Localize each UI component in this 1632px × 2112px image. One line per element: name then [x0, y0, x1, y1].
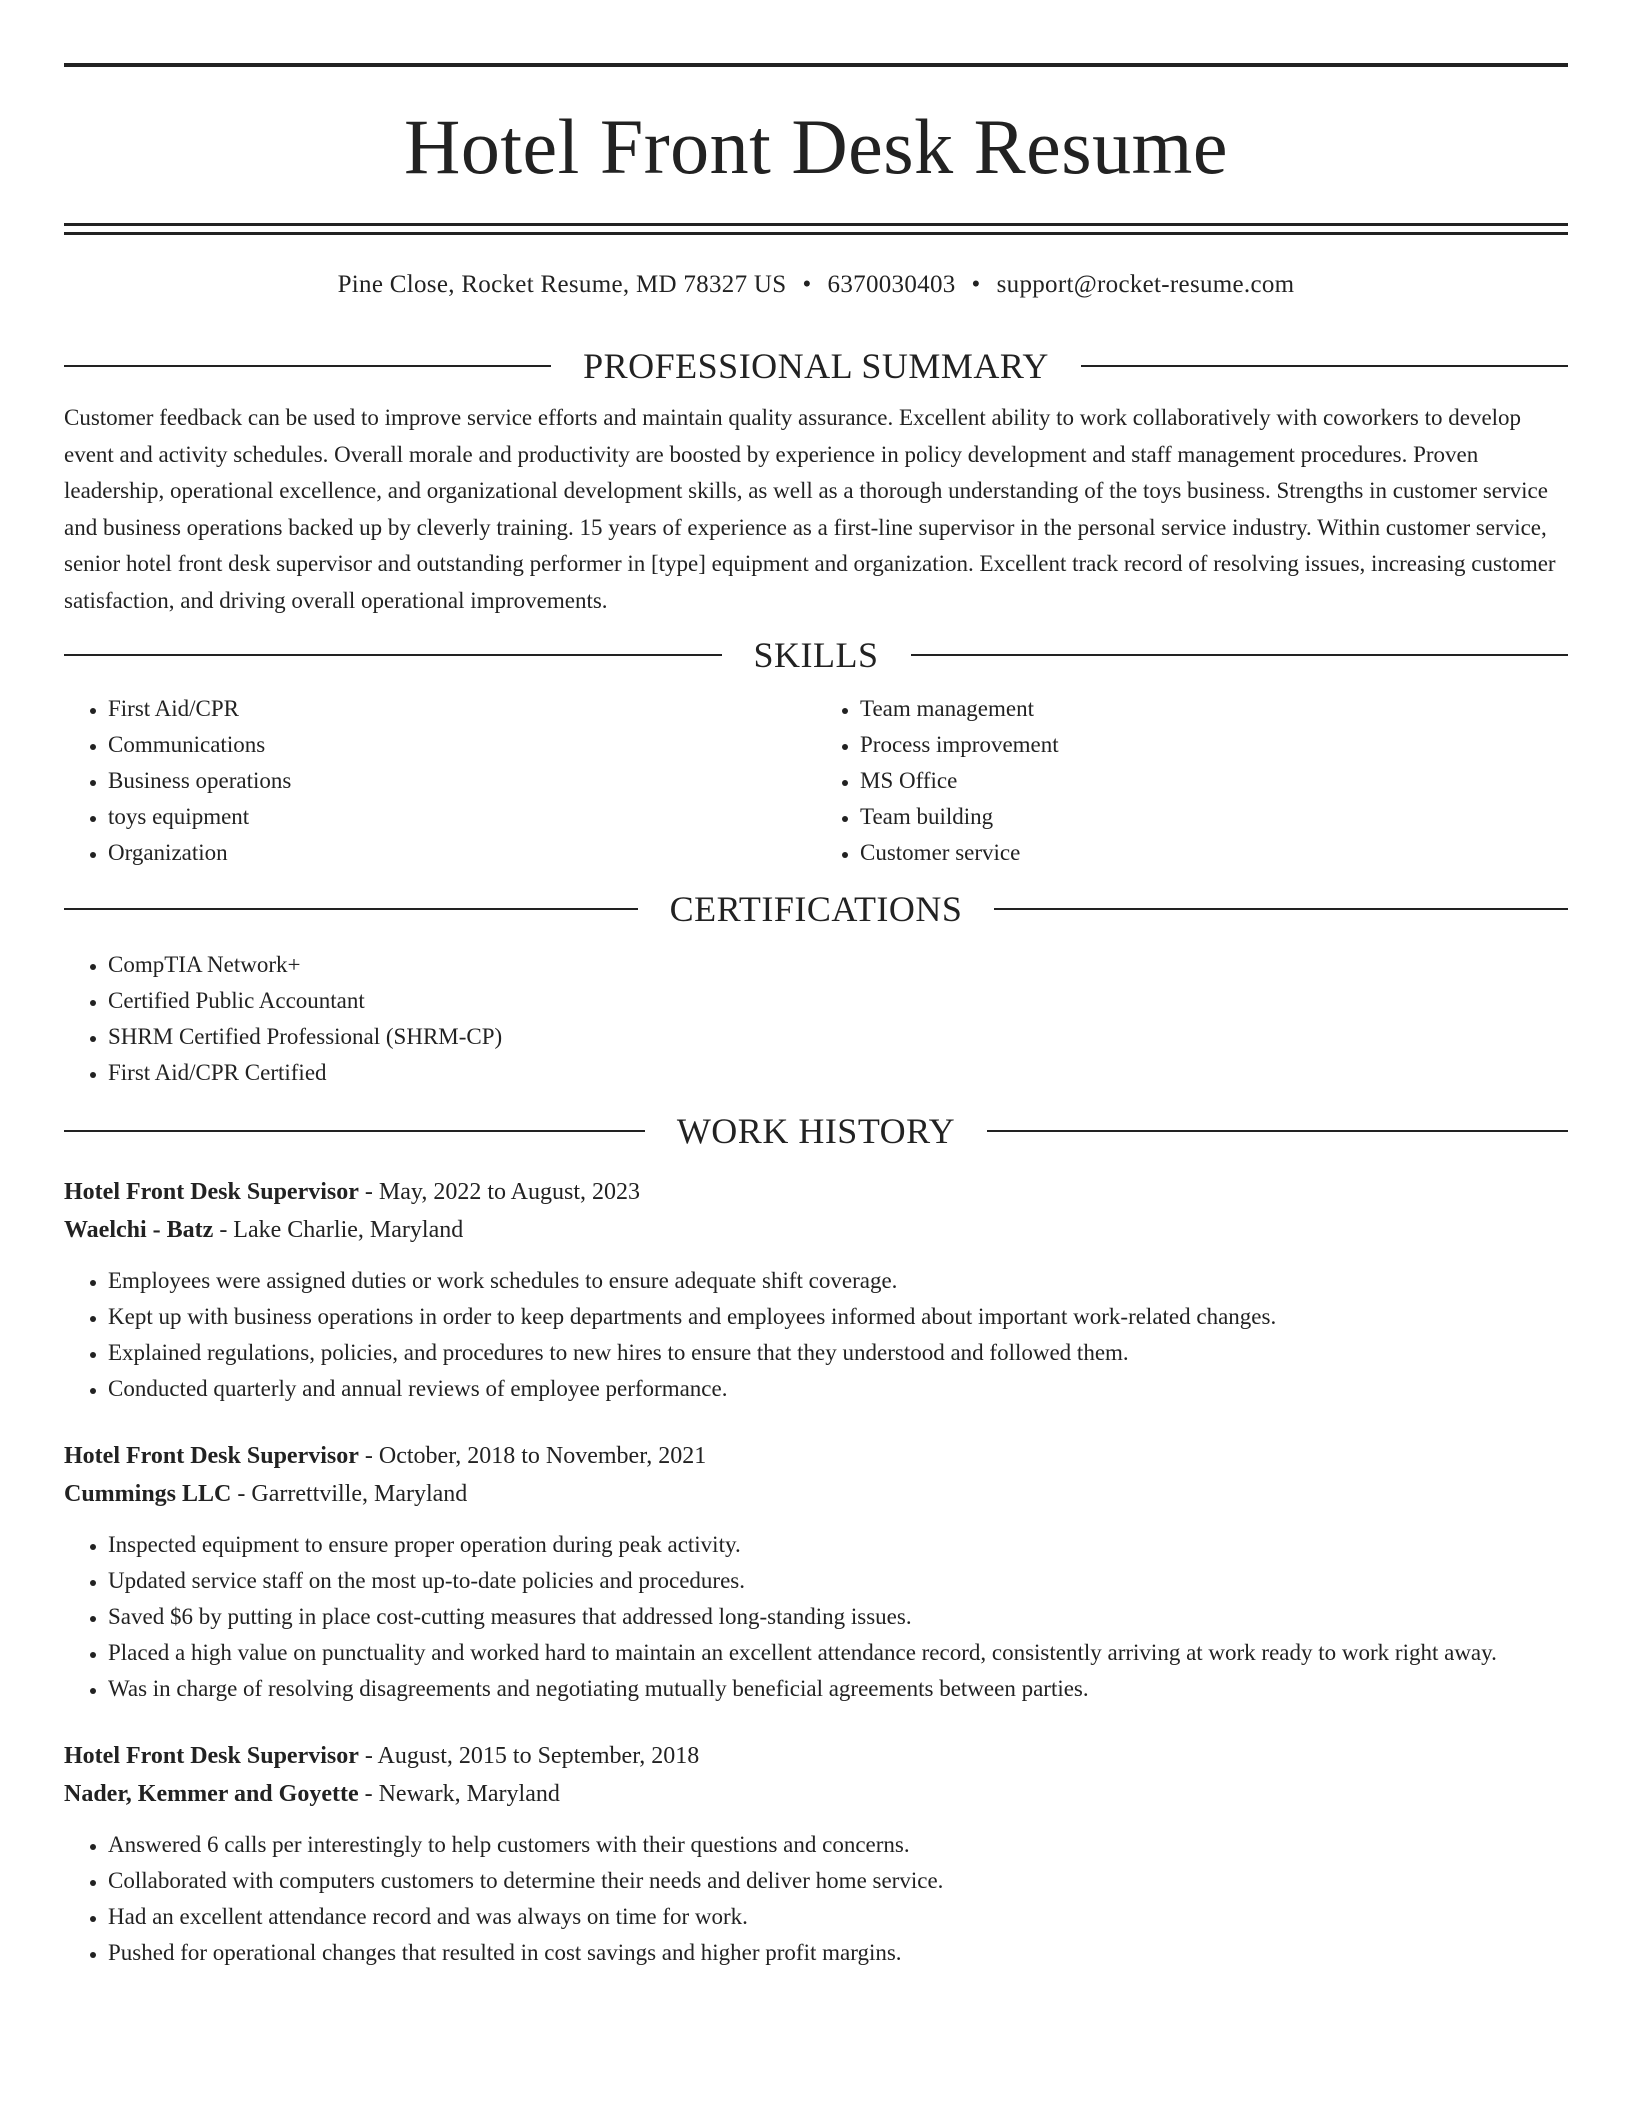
skill-item: • Business operations: [108, 763, 816, 799]
skill-item: • Organization: [108, 835, 816, 871]
job-entry: [64, 1737, 1568, 1971]
summary-heading: PROFESSIONAL SUMMARY: [583, 346, 1049, 386]
skill-item: • toys equipment: [108, 799, 816, 835]
summary-text: Customer feedback can be used to improve service efforts and maintain quality assurance. Excellent ability to work collaboratively with coworkers to develop event and activity schedules. Overall morale and productivity are boosted by experience in policy development and staff management procedures. Proven leadership, operational excellence, and organizational development skills, as well as a thorough understanding of the toys business. Strengths in customer service and business operations backed up by cleverly training. 15 years of experience as a first-line supervisor in the personal service industry. Within customer service, senior hotel front desk supervisor and outstanding performer in [type] equipment and organization. Excellent track record of resolving issues, increasing customer satisfaction, and driving overall operational improvements.: [64, 405, 1556, 613]
divider-line: [911, 654, 1569, 656]
skill-item: • Communications: [108, 727, 816, 763]
work-history-section-header: [64, 1109, 1568, 1153]
contact-address: Pine Close, Rocket Resume, MD 78327 US: [337, 271, 787, 298]
job-bullet: • Answered 6 calls per interestingly to help customers with their questions and concerns.: [108, 1827, 1568, 1863]
job-bullet: • Placed a high value on punctuality and worked hard to maintain an excellent attendance record, consistently arriving at work ready to work right away.: [108, 1635, 1568, 1671]
skill-item: • Team building: [860, 799, 1568, 835]
job-location: - Garrettville, Maryland: [231, 1481, 468, 1507]
top-rule: [64, 63, 1568, 67]
certifications-heading: CERTIFICATIONS: [669, 889, 963, 929]
job-role: Hotel Front Desk Supervisor: [64, 1743, 359, 1769]
divider-line: [64, 1130, 645, 1132]
job-bullet: • Kept up with business operations in order to keep departments and employees informed about important work-related changes.: [108, 1299, 1568, 1335]
job-dates: - August, 2015 to September, 2018: [358, 1743, 700, 1769]
contact-separator: •: [971, 271, 981, 298]
job-company-line: [64, 1211, 1568, 1249]
job-bullet: • Inspected equipment to ensure proper operation during peak activity.: [108, 1527, 1568, 1563]
job-company-line: [64, 1775, 1568, 1813]
job-bullet: • Collaborated with computers customers to determine their needs and deliver home service.: [108, 1863, 1568, 1899]
job-bullet: • Updated service staff on the most up-to-date policies and procedures.: [108, 1563, 1568, 1599]
job-bullet: • Pushed for operational changes that resulted in cost savings and higher profit margins.: [108, 1935, 1568, 1971]
job-company: Nader, Kemmer and Goyette: [64, 1781, 359, 1807]
job-bullet: • Explained regulations, policies, and procedures to new hires to ensure that they understood and followed them.: [108, 1335, 1568, 1371]
skills-section-header: [64, 633, 1568, 677]
job-role-line: [64, 1437, 1568, 1475]
job-location: - Lake Charlie, Maryland: [213, 1217, 464, 1243]
job-bullet: • Saved $6 by putting in place cost-cutting measures that addressed long-standing issues.: [108, 1599, 1568, 1635]
job-bullet: • Employees were assigned duties or work schedules to ensure adequate shift coverage.: [108, 1263, 1568, 1299]
title-double-rule: [64, 223, 1568, 235]
divider-line: [1081, 365, 1568, 367]
skill-item: • MS Office: [860, 763, 1568, 799]
job-bullet: • Conducted quarterly and annual reviews of employee performance.: [108, 1371, 1568, 1407]
contact-phone: 6370030403: [827, 271, 956, 298]
contact-line: [64, 270, 1568, 300]
job-company-line: [64, 1475, 1568, 1513]
divider-line: [994, 908, 1568, 910]
skill-item: • Team management: [860, 691, 1568, 727]
job-entry: [64, 1437, 1568, 1707]
certification-item: • First Aid/CPR Certified: [108, 1055, 1568, 1091]
job-dates: - May, 2022 to August, 2023: [358, 1179, 640, 1205]
contact-separator: •: [802, 271, 812, 298]
certifications-section-header: [64, 887, 1568, 931]
job-bullets: [64, 1827, 1568, 1971]
skill-item: • First Aid/CPR: [108, 691, 816, 727]
divider-line: [64, 365, 551, 367]
skill-item: • Process improvement: [860, 727, 1568, 763]
job-role: Hotel Front Desk Supervisor: [64, 1443, 359, 1469]
summary-section-header: [64, 344, 1568, 388]
job-company: Cummings LLC: [64, 1481, 232, 1507]
job-role-line: [64, 1737, 1568, 1775]
job-bullets: [64, 1263, 1568, 1407]
skills-column-right: [816, 691, 1568, 871]
job-role-line: [64, 1173, 1568, 1211]
divider-line: [64, 654, 722, 656]
job-bullet: • Had an excellent attendance record and was always on time for work.: [108, 1899, 1568, 1935]
work-history-heading: WORK HISTORY: [676, 1111, 956, 1151]
job-bullets: [64, 1527, 1568, 1707]
job-bullet: • Was in charge of resolving disagreements and negotiating mutually beneficial agreements between parties.: [108, 1671, 1568, 1707]
job-role: Hotel Front Desk Supervisor: [64, 1179, 359, 1205]
job-company: Waelchi - Batz: [64, 1217, 214, 1243]
certification-item: • CompTIA Network+: [108, 947, 1568, 983]
certification-item: • SHRM Certified Professional (SHRM-CP): [108, 1019, 1568, 1055]
certification-item: • Certified Public Accountant: [108, 983, 1568, 1019]
skills-list: [64, 691, 1568, 871]
job-location: - Newark, Maryland: [358, 1781, 560, 1807]
certifications-list: [64, 947, 1568, 1091]
skill-item: • Customer service: [860, 835, 1568, 871]
divider-line: [987, 1130, 1568, 1132]
divider-line: [64, 908, 638, 910]
job-entry: [64, 1173, 1568, 1407]
resume-title: Hotel Front Desk Resume: [404, 103, 1228, 190]
contact-email: support@rocket-resume.com: [996, 271, 1295, 298]
job-dates: - October, 2018 to November, 2021: [358, 1443, 707, 1469]
skills-column-left: [64, 691, 816, 871]
skills-heading: SKILLS: [753, 635, 879, 675]
